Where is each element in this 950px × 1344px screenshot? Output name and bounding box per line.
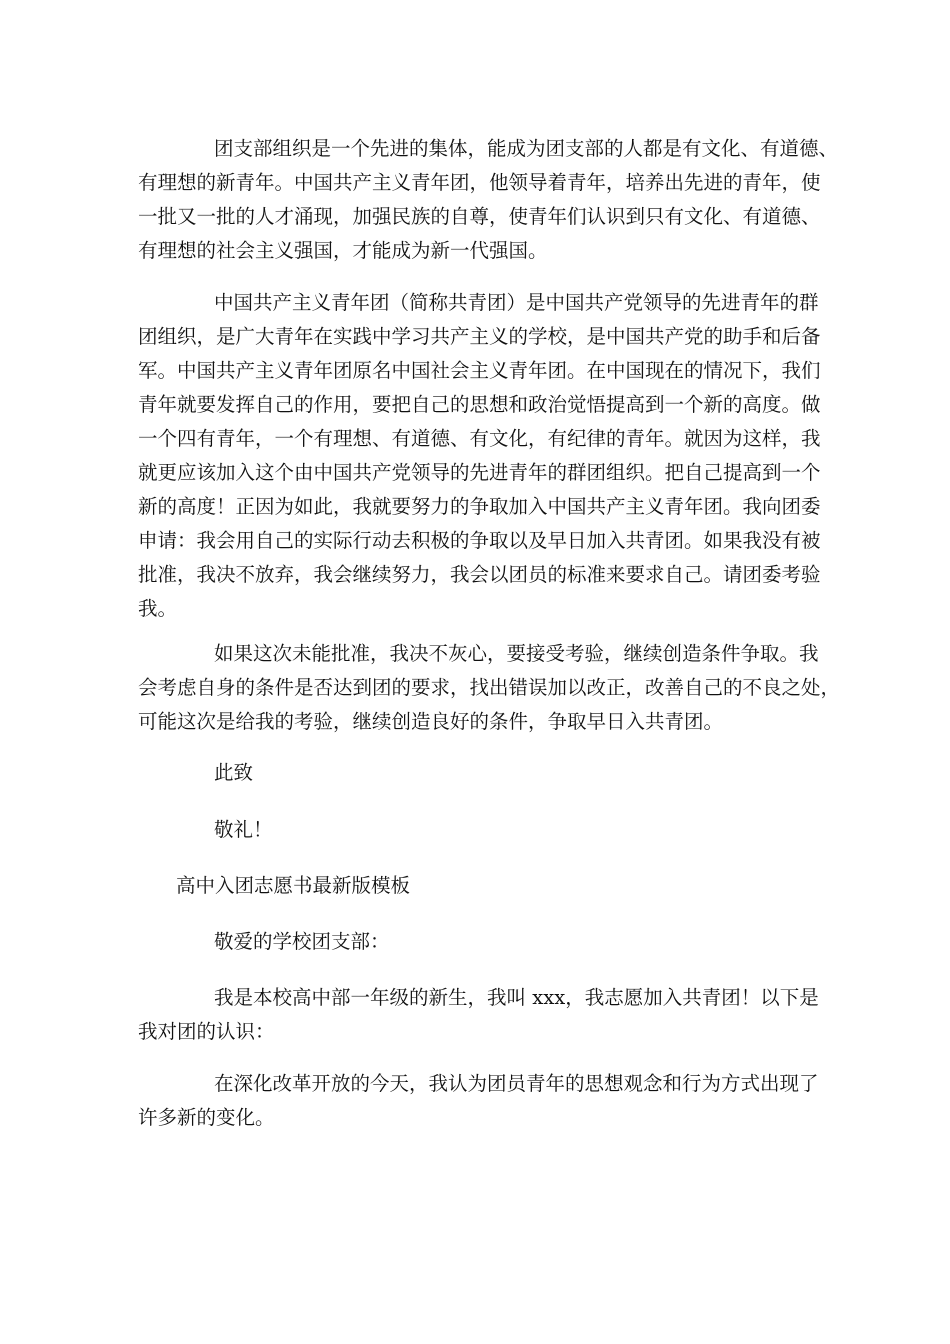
closing-salutation: 此致 <box>214 761 254 784</box>
text-line: 一个四有青年，一个有理想、有道德、有文化，有纪律的青年。就因为这样，我 <box>138 427 821 450</box>
text-line: 中国共产主义青年团（简称共青团）是中国共产党领导的先进青年的群 <box>214 291 819 314</box>
paragraph-3 <box>138 637 841 739</box>
text-line: 青年就要发挥自己的作用，要把自己的思想和政治觉悟提高到一个新的高度。做 <box>138 393 821 416</box>
text-line: 有理想的新青年。中国共产主义青年团，他领导着青年，培养出先进的青年，使 <box>138 171 821 194</box>
paragraph-5 <box>138 1067 828 1135</box>
text-line: 可能这次是给我的考验，继续创造良好的条件，争取早日入共青团。 <box>138 710 724 733</box>
text-line: 有理想的社会主义强国，才能成为新一代强国。 <box>138 239 548 262</box>
paragraph-4 <box>138 981 828 1049</box>
text-line: 一批又一批的人才涌现，加强民族的自尊，使青年们认识到只有文化、有道德、 <box>138 205 821 228</box>
text-line: 批准，我决不放弃，我会继续努力，我会以团员的标准来要求自己。请团委考验 <box>138 563 821 586</box>
text-line: 会考虑自身的条件是否达到团的要求，找出错误加以改正，改善自己的不良之处， <box>138 676 841 699</box>
text-line: 就更应该加入这个由中国共产党领导的先进青年的群团组织。把自己提高到一个 <box>138 461 821 484</box>
paragraph-1 <box>138 132 839 268</box>
text-line: 许多新的变化。 <box>138 1106 275 1129</box>
text-line: 如果这次未能批准，我决不灰心，要接受考验，继续创造条件争取。我 <box>214 642 819 665</box>
text-line: 新的高度！正因为如此，我就要努力的争取加入中国共产主义青年团。我向团委 <box>138 495 821 518</box>
text-line: 我。 <box>138 597 178 620</box>
section-title: 高中入团志愿书最新版模板 <box>176 874 411 897</box>
text-line: 军。中国共产主义青年团原名中国社会主义青年团。在中国现在的情况下，我们 <box>138 359 821 382</box>
text-line: 申请：我会用自己的实际行动去积极的争取以及早日加入共青团。如果我没有被 <box>138 529 821 552</box>
text-line: 团支部组织是一个先进的集体，能成为团支部的人都是有文化、有道德、 <box>214 137 839 160</box>
text-line: 在深化改革开放的今天，我认为团员青年的思想观念和行为方式出现了 <box>214 1072 819 1095</box>
closing-regards: 敬礼！ <box>214 818 273 841</box>
text-line: 我对团的认识： <box>138 1020 275 1043</box>
text-line: 团组织，是广大青年在实践中学习共产主义的学校，是中国共产党的助手和后备 <box>138 325 821 348</box>
text-line: 我是本校高中部一年级的新生，我叫 xxx，我志愿加入共青团！以下是 <box>214 986 819 1009</box>
salutation: 敬爱的学校团支部： <box>214 930 390 953</box>
paragraph-2 <box>138 286 828 626</box>
